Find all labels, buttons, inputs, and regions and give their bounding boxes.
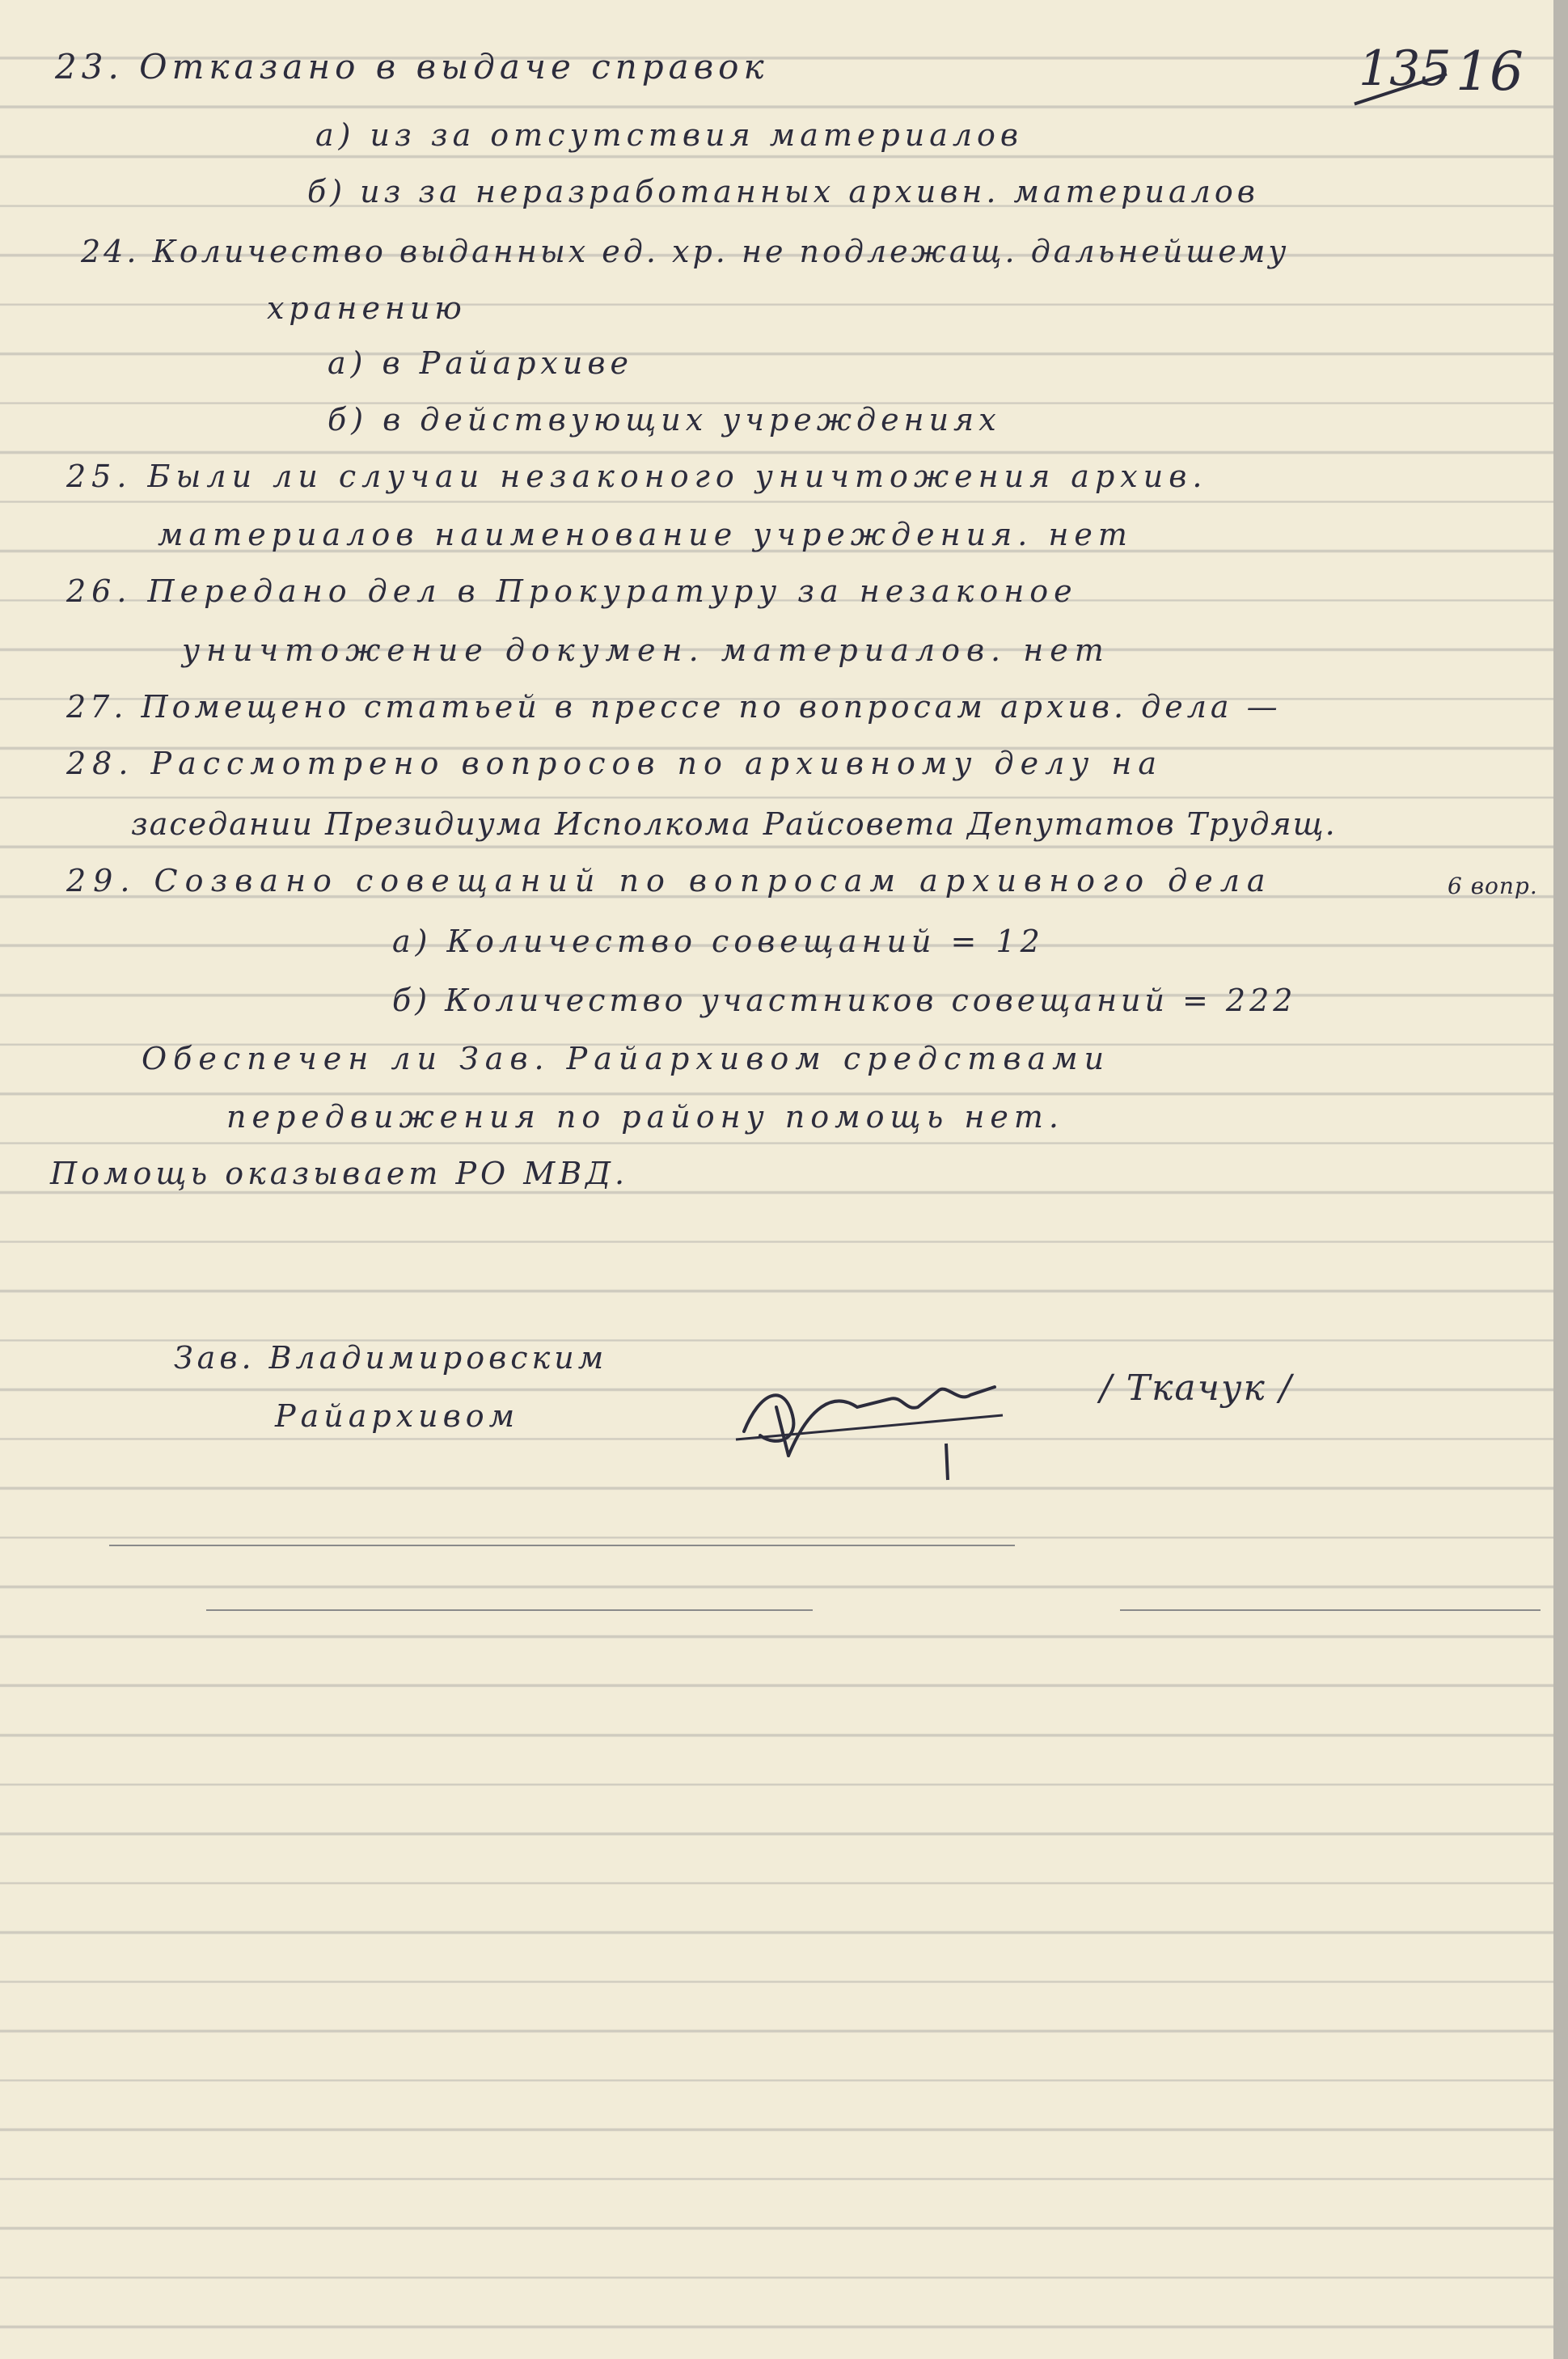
signature-title-line-2: Райархивом bbox=[275, 1398, 520, 1434]
item-30-cont: передвижения по району помощь нет. bbox=[226, 1099, 1064, 1135]
item-24-cont: хранению bbox=[267, 290, 467, 326]
item-23-a: а) из за отсутствия материалов bbox=[315, 117, 1024, 153]
item-31: Помощь оказывает РО МВД. bbox=[50, 1156, 629, 1191]
item-24: 24. Количество выданных ед. хр. не подлежащ. дальнейшему bbox=[81, 234, 1290, 269]
item-29: 29. Созвано совещаний по вопросам архивного дела bbox=[66, 863, 1273, 898]
item-30: Обеспечен ли Зав. Райархивом средствами bbox=[142, 1041, 1111, 1076]
item-28-cont: заседании Президиума Исполкома Райсовета Депутатов Трудящ. bbox=[131, 806, 1337, 842]
signature-rule bbox=[1120, 1609, 1541, 1611]
item-29-a: а) Количество совещаний = 12 bbox=[392, 924, 1045, 959]
signature-title-line-1: Зав. Владимировским bbox=[174, 1340, 608, 1376]
item-25: 25. Были ли случаи незаконого уничтожения архив. bbox=[66, 459, 1208, 494]
item-24-a: а) в Райархиве bbox=[328, 345, 633, 381]
signature-rule bbox=[206, 1609, 813, 1611]
item-29-b: б) Количество участников совещаний = 222 bbox=[392, 983, 1297, 1018]
sheet-number: 16 bbox=[1456, 40, 1524, 103]
handwritten-signature bbox=[728, 1359, 1019, 1496]
item-24-b: б) в действующих учреждениях bbox=[328, 402, 1001, 438]
item-26-cont: уничтожение докумен. материалов. нет bbox=[182, 632, 1110, 668]
item-28: 28. Рассмотрено вопросов по архивному делу на bbox=[66, 746, 1164, 781]
item-27: 27. Помещено статьей в прессе по вопросам архив. дела — bbox=[66, 689, 1282, 725]
item-26: 26. Передано дел в Прокуратуру за незаконое bbox=[66, 573, 1078, 609]
item-29-note: 6 вопр. bbox=[1448, 873, 1538, 899]
item-23: 23. Отказано в выдаче справок bbox=[55, 47, 769, 87]
old-sheet-number: 135 bbox=[1359, 40, 1452, 97]
item-23-b: б) из за неразработанных архивн. материалов bbox=[307, 174, 1259, 209]
page-edge bbox=[1553, 0, 1568, 2359]
item-25-cont: материалов наименование учреждения. нет bbox=[158, 517, 1133, 552]
signatory-name: / Ткачук / bbox=[1100, 1368, 1293, 1409]
signature-rule bbox=[109, 1545, 1015, 1546]
